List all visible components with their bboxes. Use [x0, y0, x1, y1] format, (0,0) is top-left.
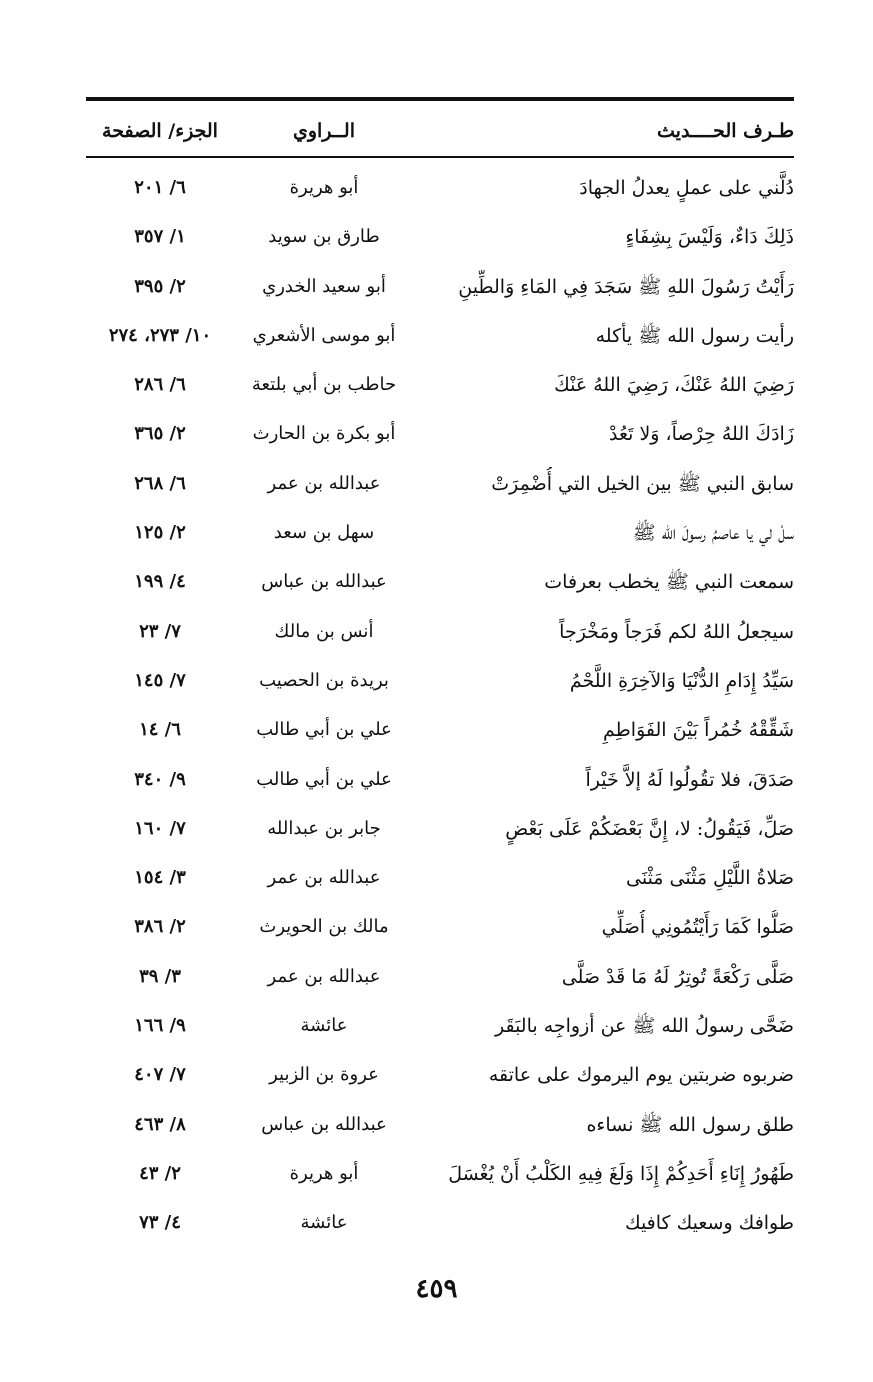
narrator: أبو هريرة	[289, 1162, 359, 1184]
narrator: أبو هريرة	[289, 177, 359, 198]
hadith-text: صَدَقَ، فلا تقُولُوا لَهُ إلاَّ خَيْراً	[585, 768, 794, 791]
volume-page-ref: ٧/ ١٦٠	[134, 817, 186, 839]
narrator: أبو موسى الأشعري	[252, 324, 396, 346]
hadith-text: شَقِّقْهُ خُمُراً بَيْنَ الفَوَاطِمِ	[603, 719, 794, 742]
table-row	[86, 1149, 794, 1198]
table-row	[86, 705, 794, 754]
volume-page-ref: ٦/ ٢٨٦	[134, 374, 186, 396]
volume-page-ref: ٢/ ٤٣	[139, 1162, 181, 1184]
hadith-text: رَضِيَ اللهُ عَنْكَ، رَضِيَ اللهُ عَنْكَ	[554, 374, 794, 397]
hadith-text: ضَحَّى رسولُ الله ﷺ عن أزواجِه بالبَقَر	[494, 1015, 794, 1038]
hadith-text: طَهُورُ إِنَاءِ أَحَدِكُمْ إِذَا وَلَغَ فِيهِ الكَلْبُ أَنْ يُغْسَلَ	[448, 1162, 794, 1185]
volume-page-ref: ٣/ ١٥٤	[134, 867, 186, 889]
volume-page-ref: ٢/ ٣٨٦	[134, 916, 186, 938]
narrator: أبو سعيد الخدري	[262, 275, 386, 297]
table-row	[86, 360, 794, 409]
header-volume-page: الجزء/ الصفحة	[102, 120, 218, 142]
table-row	[86, 459, 794, 508]
hadith-text: ضربوه ضربتين يوم اليرموك على عاتقه	[488, 1064, 794, 1087]
hadith-text: دُلَّني على عملٍ يعدلُ الجهادَ	[579, 177, 794, 199]
volume-page-ref: ٦/ ١٤	[139, 719, 181, 741]
hadith-text: طوافك وسعيك كافيك	[624, 1212, 794, 1235]
table-row	[86, 508, 794, 557]
narrator: عائشة	[300, 1015, 348, 1037]
hadith-text: سيجعلُ اللهُ لكم فَرَجاً ومَخْرَجاً	[559, 620, 794, 643]
hadith-text: صَلاةُ اللَّيْلِ مَثْنَى مَثْنَى	[626, 867, 794, 890]
volume-page-ref: ٦/ ٢٦٨	[134, 472, 186, 494]
hadith-index-table	[86, 163, 794, 1248]
table-row	[86, 1001, 794, 1050]
table-row	[86, 409, 794, 458]
table-row	[86, 755, 794, 804]
narrator: عبدالله بن عمر	[267, 867, 381, 889]
volume-page-ref: ٢/ ٣٦٥	[134, 423, 186, 445]
narrator: أبو بكرة بن الحارث	[252, 423, 396, 445]
narrator: عبدالله بن عباس	[261, 571, 387, 593]
hadith-text: ذَلِكَ دَاءٌ، وَلَيْسَ بِشِفَاءٍ	[625, 226, 794, 249]
volume-page-ref: ٧/ ١٤٥	[134, 669, 186, 691]
narrator: علي بن أبي طالب	[256, 719, 392, 741]
table-row	[86, 163, 794, 212]
table-row	[86, 212, 794, 261]
page-number: ٤٥٩	[415, 1274, 458, 1304]
narrator: عبدالله بن عمر	[267, 472, 381, 494]
hadith-text: رَأَيْتُ رَسُولَ اللهِ ﷺ سَجَدَ فِي المَاءِ وَالطِّينِ	[458, 275, 794, 298]
table-row	[86, 902, 794, 951]
volume-page-ref: ٢/ ٣٩٥	[134, 275, 186, 297]
hadith-text: صَلِّ، فَيَقُولُ: لا، إِنَّ بَعْضَكُمْ عَلَى بَعْضٍ	[505, 817, 794, 840]
hadith-text: سابق النبي ﷺ بين الخيل التي أُضْمِرَتْ	[491, 472, 794, 495]
table-row	[86, 1100, 794, 1149]
hadith-text: زَادَكَ اللهُ حِرْصاً، وَلا تَعُدْ	[609, 423, 794, 446]
table-row	[86, 262, 794, 311]
narrator: عبدالله بن عمر	[267, 965, 381, 987]
narrator: عائشة	[300, 1212, 348, 1234]
narrator: أنس بن مالك	[274, 620, 374, 642]
table-row	[86, 311, 794, 360]
hadith-text: سَيِّدُ إِدَامِ الدُّنْيَا وَالآخِرَةِ اللَّحْمُ	[569, 669, 794, 692]
volume-page-ref: ٢/ ١٢٥	[134, 522, 186, 544]
volume-page-ref: ٤/ ١٩٩	[134, 571, 186, 593]
hadith-text: صَلُّوا كَمَا رَأَيْتُمُونِي أُصَلِّي	[601, 916, 794, 939]
table-row	[86, 853, 794, 902]
top-rule	[86, 97, 794, 101]
narrator: سهل بن سعد	[273, 522, 375, 544]
narrator: جابر بن عبدالله	[267, 817, 381, 839]
header-narrator: الــراوي	[292, 120, 355, 142]
narrator: علي بن أبي طالب	[256, 768, 392, 790]
hadith-text: طلق رسول الله ﷺ نساءه	[586, 1113, 794, 1136]
narrator: بريدة بن الحصيب	[259, 669, 389, 691]
hadith-text: سلْ لي يا عاصمُ رسولَ الله ﷺ	[632, 522, 794, 545]
volume-page-ref: ٤/ ٧٣	[139, 1212, 181, 1234]
volume-page-ref: ١٠/ ٢٧٣، ٢٧٤	[108, 324, 212, 346]
narrator: عروة بن الزبير	[269, 1064, 379, 1086]
header-hadith: طـرف الحــــديث	[657, 120, 794, 142]
table-row	[86, 557, 794, 606]
header-rule	[86, 156, 794, 158]
volume-page-ref: ٨/ ٤٦٣	[134, 1113, 186, 1135]
table-row	[86, 1050, 794, 1099]
table-row	[86, 1198, 794, 1247]
volume-page-ref: ٩/ ١٦٦	[134, 1015, 186, 1037]
hadith-text: سمعت النبي ﷺ يخطب بعرفات	[544, 571, 794, 594]
volume-page-ref: ١/ ٣٥٧	[134, 226, 186, 248]
volume-page-ref: ٧/ ٢٣	[139, 620, 181, 642]
table-header	[86, 108, 794, 152]
hadith-text: صَلَّى رَكْعَةً تُوتِرُ لَهُ مَا قَدْ صَلَّى	[561, 965, 794, 988]
narrator: عبدالله بن عباس	[261, 1113, 387, 1135]
volume-page-ref: ٩/ ٣٤٠	[134, 768, 186, 790]
volume-page-ref: ٣/ ٣٩	[139, 965, 181, 987]
table-row	[86, 607, 794, 656]
narrator: طارق بن سويد	[268, 226, 380, 248]
volume-page-ref: ٦/ ٢٠١	[134, 177, 186, 198]
table-row	[86, 804, 794, 853]
table-row	[86, 952, 794, 1001]
table-row	[86, 656, 794, 705]
narrator: حاطب بن أبي بلتعة	[251, 374, 397, 396]
volume-page-ref: ٧/ ٤٠٧	[134, 1064, 186, 1086]
hadith-text: رأيت رسول الله ﷺ يأكله	[595, 324, 794, 347]
narrator: مالك بن الحويرث	[259, 916, 389, 938]
